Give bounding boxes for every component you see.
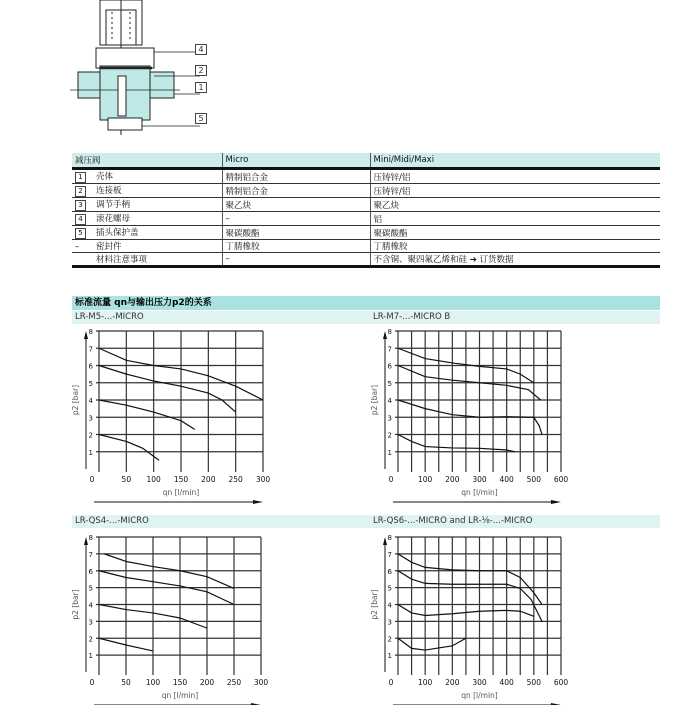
chart-title-1: LR-M5-...-MICRO	[72, 311, 370, 324]
part-number-box: 1	[75, 172, 86, 183]
x-tick-label: 200	[445, 475, 460, 484]
maxi-material: 丁腈橡胶	[370, 240, 660, 253]
x-tick-label: 0	[388, 475, 394, 484]
series-line-2-bar	[99, 435, 159, 461]
y-tick-label: 8	[387, 534, 392, 542]
micro-material: 聚碳酸酯	[222, 226, 370, 240]
x-tick-label: 50	[121, 678, 131, 687]
y-axis-label: p2 [bar]	[370, 589, 379, 620]
y-tick-label: 2	[88, 431, 93, 440]
x-tick-label: 100	[418, 678, 433, 687]
y-tick-label: 3	[88, 414, 93, 423]
x-axis-label: qn [l/min]	[161, 691, 199, 700]
callout-1: 1	[195, 82, 207, 93]
y-tick-label: 3	[387, 414, 392, 423]
y-tick-label: 5	[88, 379, 93, 388]
y-axis-arrowhead-icon	[383, 331, 387, 339]
y-tick-label: 7	[387, 550, 392, 559]
callout-4: 4	[195, 44, 207, 55]
y-tick-label: 8	[387, 328, 392, 336]
x-axis-arrowhead-icon	[253, 500, 263, 504]
y-axis-label: p2 [bar]	[71, 384, 80, 416]
micro-material: 聚乙炔	[222, 198, 370, 212]
part-number-box: 2	[75, 186, 86, 197]
y-tick-label: 3	[387, 618, 392, 627]
series-line-2-bar	[398, 435, 515, 452]
x-tick-label: 100	[418, 475, 433, 484]
maxi-material: 不含铜、聚四氟乙烯和硅 ➔ 订货数据	[370, 253, 660, 267]
y-tick-label: 4	[387, 601, 392, 610]
x-tick-label: 150	[172, 678, 188, 687]
y-tick-label: 4	[88, 397, 93, 405]
maxi-material: 聚碳酸酯	[370, 226, 660, 240]
x-axis-label: qn [l/min]	[461, 488, 498, 497]
x-tick-label: 600	[553, 475, 569, 484]
y-axis-arrowhead-icon	[84, 331, 88, 339]
x-tick-label: 200	[201, 475, 216, 484]
micro-material: 精制铝合金	[222, 169, 370, 184]
section-title: 标准流量 qn与输出压力p2的关系	[72, 296, 660, 310]
x-tick-label: 0	[89, 678, 95, 687]
x-tick-label: 400	[499, 475, 514, 484]
x-tick-label: 0	[89, 475, 95, 484]
y-axis-arrowhead-icon	[84, 537, 88, 545]
y-tick-label: 1	[88, 652, 93, 661]
part-number-box: 5	[75, 228, 86, 239]
x-tick-label: 100	[145, 678, 161, 687]
series-line-6-bar	[99, 366, 236, 413]
x-tick-label: 300	[472, 678, 487, 687]
x-axis-label: qn [l/min]	[162, 488, 200, 497]
part-name: 密封件	[96, 242, 122, 252]
x-tick-label: 250	[226, 678, 242, 687]
part-number: –	[75, 242, 80, 252]
chart-title-3: LR-QS4-...-MICRO	[72, 515, 370, 528]
y-tick-label: 6	[387, 362, 392, 371]
chart-title-4: LR-QS6-...-MICRO and LR-⅛-...-MICRO	[370, 515, 660, 528]
callout-5: 5	[195, 113, 207, 124]
x-tick-label: 100	[146, 475, 161, 484]
part-name: 调节手柄	[96, 200, 131, 210]
micro-material: 精制铝合金	[222, 184, 370, 198]
y-tick-label: 1	[88, 448, 93, 457]
x-tick-label: 0	[388, 678, 394, 687]
y-tick-label: 2	[387, 431, 392, 440]
y-tick-label: 5	[387, 379, 392, 388]
x-tick-label: 500	[526, 678, 541, 687]
callout-2: 2	[195, 65, 207, 76]
x-tick-label: 50	[121, 475, 132, 484]
part-number-box: 3	[75, 200, 86, 211]
maxi-material: 铝	[370, 212, 660, 226]
x-tick-label: 200	[199, 678, 215, 687]
y-tick-label: 5	[387, 584, 392, 593]
series-line-2-bar	[398, 638, 466, 650]
y-axis-arrowhead-icon	[383, 537, 387, 545]
x-tick-label: 300	[472, 475, 487, 484]
y-tick-label: 6	[88, 362, 93, 371]
x-tick-label: 300	[255, 475, 271, 484]
part-name: 材料注意事项	[96, 255, 148, 265]
y-tick-label: 4	[387, 397, 392, 405]
header-regulator: 减压阀	[72, 153, 222, 169]
y-tick-label: 4	[88, 601, 93, 610]
chart-title-2: LR-M7-...-MICRO B	[370, 311, 660, 324]
y-tick-label: 8	[88, 328, 93, 336]
x-tick-label: 250	[228, 475, 243, 484]
x-axis-label: qn [l/min]	[461, 691, 498, 700]
maxi-material: 聚乙炔	[370, 198, 660, 212]
part-name: 滚花螺母	[96, 214, 131, 224]
x-tick-label: 150	[173, 475, 189, 484]
y-tick-label: 2	[387, 635, 392, 644]
y-tick-label: 2	[88, 635, 93, 644]
y-tick-label: 6	[387, 567, 392, 576]
header-mini-midi-maxi: Mini/Midi/Maxi	[370, 153, 660, 169]
maxi-material: 压铸锌/铝	[370, 169, 660, 184]
y-tick-label: 6	[88, 567, 93, 576]
x-tick-label: 300	[253, 678, 269, 687]
y-tick-label: 7	[387, 345, 392, 354]
x-tick-label: 500	[526, 475, 541, 484]
part-name: 插头保护盖	[96, 228, 139, 238]
x-tick-label: 600	[553, 678, 569, 687]
maxi-material: 压铸锌/铝	[370, 184, 660, 198]
y-tick-label: 3	[88, 618, 93, 627]
micro-material: –	[222, 212, 370, 226]
series-line-4-bar	[99, 400, 195, 429]
y-tick-label: 7	[88, 345, 93, 354]
y-tick-label: 5	[88, 584, 93, 593]
micro-material: 丁腈橡胶	[222, 240, 370, 253]
x-tick-label: 200	[445, 678, 460, 687]
y-tick-label: 1	[387, 448, 392, 457]
y-tick-label: 8	[88, 534, 93, 542]
y-axis-label: p2 [bar]	[71, 589, 80, 620]
y-tick-label: 7	[88, 550, 93, 559]
x-axis-arrowhead-icon	[551, 500, 561, 504]
part-name: 壳体	[96, 172, 114, 182]
x-tick-label: 400	[499, 678, 514, 687]
y-axis-label: p2 [bar]	[370, 384, 379, 416]
micro-material: –	[222, 253, 370, 267]
y-tick-label: 1	[387, 652, 392, 661]
header-micro: Micro	[222, 153, 370, 169]
part-name: 连接板	[96, 186, 122, 196]
part-number-box: 4	[75, 214, 86, 225]
